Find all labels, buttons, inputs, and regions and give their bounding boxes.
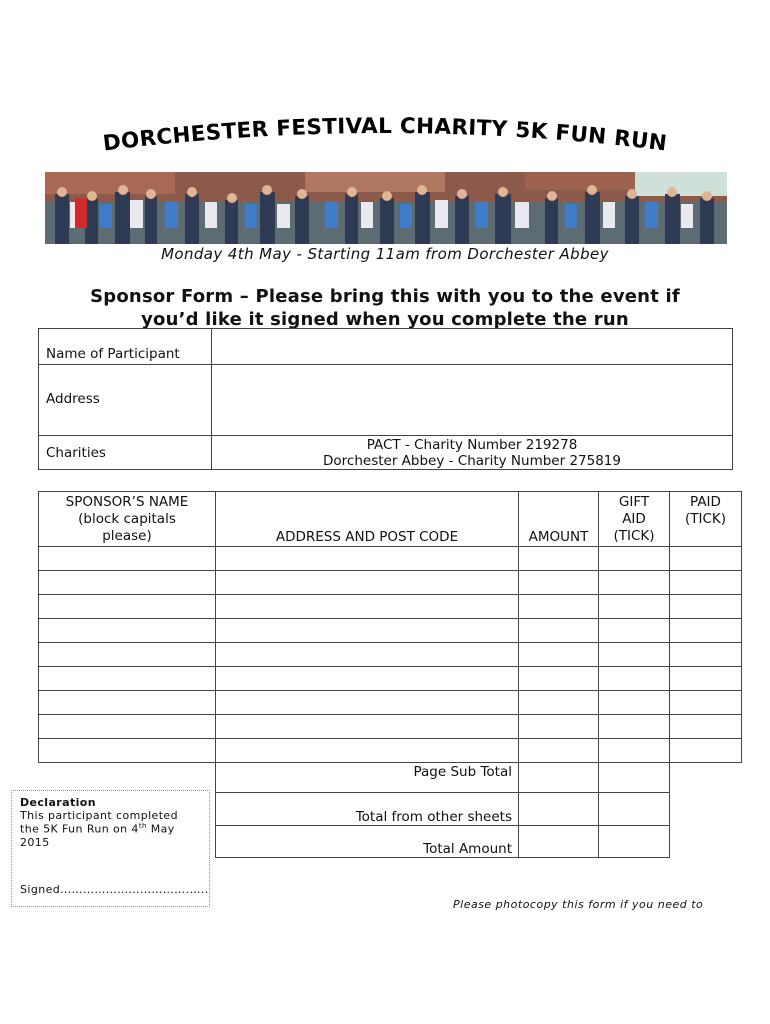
address-label: Address [39,365,212,436]
photocopy-note: Please photocopy this form if you need to [453,898,704,911]
sponsor-amount-cell[interactable] [519,547,599,571]
blank-cell [670,763,742,793]
sponsor-gift-aid-cell[interactable] [599,619,670,643]
col-sponsor-name-1: SPONSOR’S NAME [65,494,189,510]
address-field[interactable] [212,365,733,436]
sponsor-paid-cell[interactable] [670,715,742,739]
col-gift-aid-2: AID [622,511,646,527]
col-sponsor-name-3: please) [102,528,152,544]
blank-cell [670,793,742,826]
total-other-sheets-label: Total from other sheets [216,793,519,826]
total-amount-field[interactable] [519,826,599,858]
form-heading-line1: Sponsor Form – Please bring this with you to the event if [90,286,680,307]
sponsor-gift-aid-cell[interactable] [599,547,670,571]
event-title-text: DORCHESTER FESTIVAL CHARITY 5K FUN RUN [101,113,669,157]
total-amount-label: Total Amount [216,826,519,858]
form-heading-line2: you’d like it signed when you complete the run [141,309,629,330]
total-other-sheets-field[interactable] [519,793,599,826]
sponsor-row [39,571,742,595]
form-heading [40,285,730,331]
sponsor-address-cell[interactable] [216,667,519,691]
name-field[interactable] [212,329,733,365]
declaration-line2-b: May [146,822,175,836]
col-gift-aid [599,492,670,547]
sponsor-amount-cell[interactable] [519,691,599,715]
sponsor-paid-cell[interactable] [670,691,742,715]
sponsor-amount-cell[interactable] [519,715,599,739]
page-sub-total-label: Page Sub Total [216,763,519,793]
col-paid-2: (TICK) [684,511,727,527]
sponsor-paid-cell[interactable] [670,571,742,595]
sponsor-name-cell[interactable] [39,619,216,643]
sponsor-amount-cell[interactable] [519,643,599,667]
name-label: Name of Participant [39,329,212,365]
sponsor-amount-cell[interactable] [519,739,599,763]
col-address: ADDRESS AND POST CODE [216,492,519,547]
col-amount: AMOUNT [519,492,599,547]
declaration-box [11,790,210,907]
signed-line[interactable]: Signed…………………………….….. [20,883,209,896]
charities-label: Charities [39,436,212,470]
total-amount-gift-cell [599,826,670,858]
sponsor-amount-cell[interactable] [519,619,599,643]
sponsor-paid-cell[interactable] [670,619,742,643]
sponsor-paid-cell[interactable] [670,595,742,619]
sponsor-row [39,715,742,739]
sponsor-name-cell[interactable] [39,739,216,763]
charity-2: Dorchester Abbey - Charity Number 275819 [323,452,621,469]
col-paid [670,492,742,547]
sponsor-address-cell[interactable] [216,739,519,763]
event-date-line: Monday 4th May - Starting 11am from Dorchester Abbey [161,245,609,263]
charity-1: PACT - Charity Number 219278 [366,436,578,453]
sponsor-name-cell[interactable] [39,715,216,739]
sponsor-row [39,739,742,763]
page-sub-total-field[interactable] [519,763,599,793]
sponsor-name-cell[interactable] [39,547,216,571]
total-other-gift-cell [599,793,670,826]
sponsor-gift-aid-cell[interactable] [599,571,670,595]
col-sponsor-name-2: (block capitals [78,511,176,527]
sponsor-name-cell[interactable] [39,571,216,595]
sponsor-address-cell[interactable] [216,571,519,595]
declaration-line1: This participant completed [20,809,178,822]
sponsor-paid-cell[interactable] [670,547,742,571]
sponsor-address-cell[interactable] [216,595,519,619]
sponsor-gift-aid-cell[interactable] [599,739,670,763]
declaration-line3: 2015 [20,835,50,849]
sponsor-address-cell[interactable] [216,619,519,643]
page-sub-total-gift-cell [599,763,670,793]
sponsor-row [39,547,742,571]
sponsor-paid-cell[interactable] [670,643,742,667]
col-gift-aid-3: (TICK) [613,528,655,544]
svg-text:DORCHESTER FESTIVAL CHARITY 5K [102,114,669,157]
blank-cell [670,826,742,858]
sponsor-amount-cell[interactable] [519,667,599,691]
sponsor-address-cell[interactable] [216,715,519,739]
col-gift-aid-1: GIFT [618,494,650,510]
declaration-title: Declaration [20,796,96,809]
runners-photo [45,172,727,244]
sponsor-row [39,643,742,667]
sponsor-gift-aid-cell[interactable] [599,667,670,691]
sponsor-gift-aid-cell[interactable] [599,715,670,739]
sponsor-address-cell[interactable] [216,691,519,715]
col-paid-1: PAID [690,494,721,510]
sponsor-name-cell[interactable] [39,691,216,715]
sponsor-name-cell[interactable] [39,643,216,667]
sponsor-row [39,691,742,715]
participant-table [38,328,733,470]
sponsor-amount-cell[interactable] [519,595,599,619]
sponsor-paid-cell[interactable] [670,739,742,763]
sponsor-row [39,595,742,619]
sponsor-gift-aid-cell[interactable] [599,643,670,667]
declaration-line2 [20,822,201,836]
sponsor-name-cell[interactable] [39,667,216,691]
sponsor-row [39,619,742,643]
sponsor-gift-aid-cell[interactable] [599,595,670,619]
col-sponsor-name [39,492,216,547]
sponsor-address-cell[interactable] [216,547,519,571]
sponsor-gift-aid-cell[interactable] [599,691,670,715]
sponsor-address-cell[interactable] [216,643,519,667]
sponsor-row [39,667,742,691]
charities-value [212,436,733,470]
sponsor-paid-cell[interactable] [670,667,742,691]
event-title [40,112,730,172]
declaration-line2-sup: th [138,822,147,830]
declaration-line2-a: the 5K Fun Run on 4 [20,822,139,836]
sponsor-name-cell[interactable] [39,595,216,619]
sponsor-amount-cell[interactable] [519,571,599,595]
blank-cell [39,763,216,793]
